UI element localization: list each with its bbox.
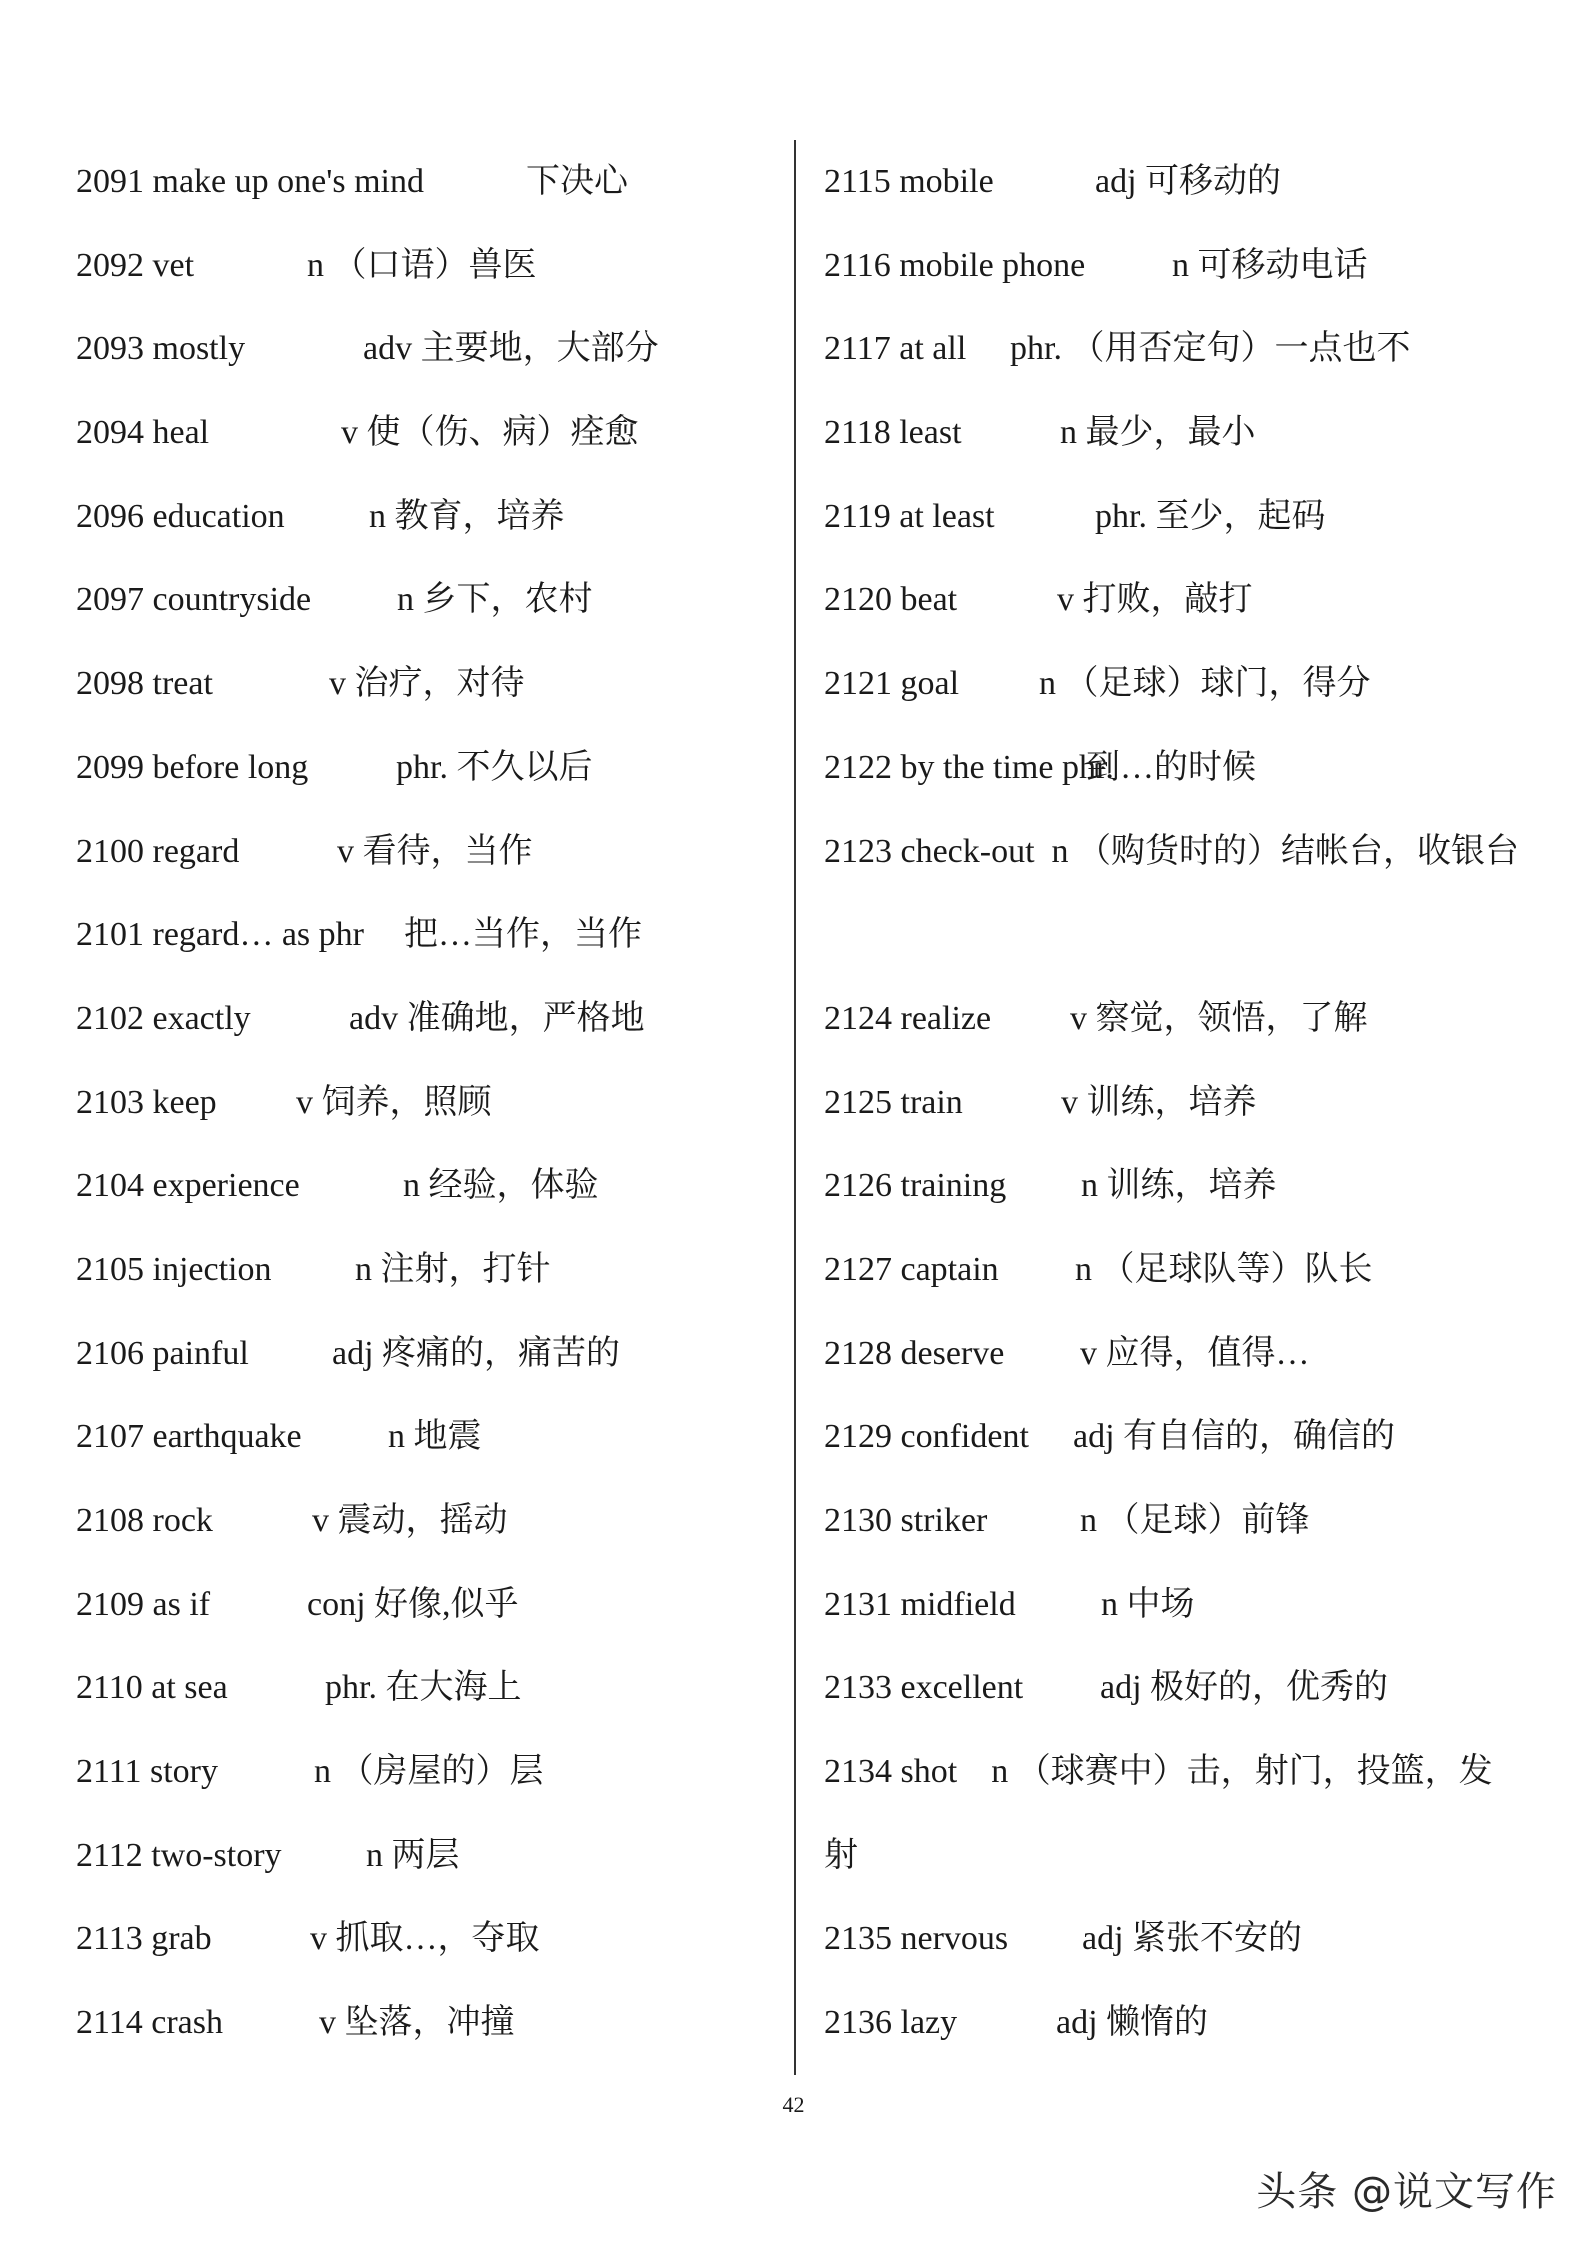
vocab-word: 2122 by the time phr. [824,748,1114,786]
vocab-definition: phr. 至少，起码 [1095,497,1326,535]
vocab-word: 2099 before long [76,748,309,786]
vocab-definition: adj 极好的，优秀的 [1100,1669,1389,1707]
vocab-definition: phr. 不久以后 [396,748,593,786]
vocab-word: 2102 exactly [76,999,251,1037]
vocab-definition: 把…当作，当作 [404,916,642,954]
vocab-definition: 到…的时候 [1086,748,1256,786]
vocab-word: 2107 earthquake [76,1418,302,1456]
vocab-entry [824,1897,1524,1981]
vocab-word: 2115 mobile [824,163,994,200]
vocab-word: 2126 training [824,1167,1007,1205]
vocab-entry [76,1061,776,1145]
vocab-entry [76,1312,776,1396]
vocab-word: 2092 vet [76,246,195,284]
vocab-definition: v 看待，当作 [337,832,533,870]
vocab-definition: adv 准确地，严格地 [349,999,645,1037]
vocab-entry [76,224,776,308]
vocab-word: 2109 as if [76,1585,211,1623]
vocab-definition: v 应得，值得… [1080,1334,1310,1372]
vocab-definition: adj 疼痛的，痛苦的 [332,1334,621,1372]
vocab-definition: v 震动，摇动 [312,1502,508,1539]
vocab-definition: adv 主要地，大部分 [363,330,659,368]
vocab-definition: n 地震 [388,1418,482,1456]
vocab-entry [76,140,776,224]
vocab-definition: n 两层 [366,1836,460,1874]
vocab-entry [824,1395,1524,1479]
vocab-definition: n （房屋的）层 [314,1753,544,1791]
vocab-word: 2110 at sea [76,1669,228,1707]
left-column [76,140,776,2065]
vocab-definition: n （足球）球门，得分 [1039,665,1371,703]
vocab-entry [824,391,1524,475]
vocab-entry [76,642,776,726]
vocab-definition: n 注射，打针 [355,1250,551,1288]
vocab-definition: v 使（伤、病）痊愈 [341,414,639,452]
vocab-definition: n （足球队等）队长 [1075,1250,1373,1288]
vocab-entry [824,642,1524,726]
vocab-entry [824,307,1524,391]
vocab-definition: n 中场 [1101,1585,1195,1623]
vocab-entry [76,1730,776,1814]
vocab-word: 2133 excellent [824,1669,1024,1707]
vocab-definition: n （购货时的）结帐台，收银台 [1051,832,1520,870]
vocab-word: 2103 keep [76,1083,217,1121]
vocab-entry [824,1646,1524,1730]
column-divider [794,140,796,2075]
vocab-entry [824,1061,1524,1145]
watermark: 头条 @说文写作 [1256,2169,1557,2215]
vocab-definition: v 饲养，照顾 [296,1083,492,1121]
page-number: 42 [782,2092,805,2117]
vocab-entry [824,1312,1524,1396]
vocab-entry [76,810,776,894]
vocab-entry [76,475,776,559]
vocab-word: 2100 regard [76,832,240,870]
vocab-definition: phr. （用否定句）一点也不 [1010,330,1411,368]
vocab-entry [76,307,776,391]
vocab-word: 2116 mobile phone [824,246,1086,284]
vocab-word: 2118 least [824,414,962,452]
vocab-entry [76,977,776,1061]
vocab-definition: 下决心 [526,163,628,200]
vocab-entry [76,1395,776,1479]
vocab-word: 2093 mostly [76,330,246,368]
vocab-word: 2128 deserve [824,1334,1005,1372]
vocab-word: 2097 countryside [76,581,312,619]
vocab-word: 2108 rock [76,1502,213,1539]
vocab-definition: phr. 在大海上 [325,1669,522,1707]
vocab-word: 2098 treat [76,665,213,703]
vocab-entry [824,1563,1524,1647]
vocab-word: 2113 grab [76,1920,212,1958]
vocab-word: 2125 train [824,1083,963,1121]
vocab-entry [824,1981,1524,2065]
vocab-entry [824,977,1524,1061]
vocab-entry [824,1730,1524,1897]
vocab-definition: n 乡下，农村 [397,581,593,619]
vocab-word: 2120 beat [824,581,958,619]
vocab-entry [76,1563,776,1647]
vocab-word: 2121 goal [824,665,960,703]
vocab-definition: n （球赛中）击，射门，投篮，发射 [824,1753,1493,1874]
vocab-word: 2134 shot [824,1753,958,1791]
vocab-definition: n 经验，体验 [403,1167,599,1205]
right-column [824,140,1524,2065]
vocab-entry [824,1228,1524,1312]
vocab-entry [824,475,1524,559]
vocab-definition: adj 紧张不安的 [1082,1920,1303,1958]
vocab-definition: v 治疗，对待 [329,665,525,703]
vocab-definition: adj 有自信的，确信的 [1073,1418,1396,1456]
vocab-word: 2094 heal [76,414,210,452]
vocab-word: 2105 injection [76,1250,272,1288]
vocab-definition: v 训练，培养 [1061,1083,1257,1121]
vocab-word: 2124 realize [824,999,992,1037]
vocab-definition: adj 可移动的 [1095,163,1282,200]
vocab-entry [76,1144,776,1228]
vocab-word: 2119 at least [824,497,995,535]
vocab-definition: conj 好像,似乎 [307,1585,519,1623]
vocab-entry [824,726,1524,810]
vocab-definition: adj 懒惰的 [1056,2004,1209,2042]
vocab-word: 2106 painful [76,1334,249,1372]
vocab-definition: n 训练，培养 [1081,1167,1277,1205]
vocab-entry [824,224,1524,308]
vocab-word: 2123 check-out [824,832,1035,870]
vocab-definition: v 察觉，领悟，了解 [1070,999,1368,1037]
vocab-entry [76,1981,776,2065]
vocab-definition: n （口语）兽医 [307,246,537,284]
vocab-definition: v 坠落，冲撞 [319,2004,515,2042]
vocab-entry [76,893,776,977]
vocab-entry [824,810,1524,977]
vocab-word: 2112 two-story [76,1836,282,1874]
vocab-word: 2114 crash [76,2004,223,2042]
vocab-entry [824,1479,1524,1563]
vocab-entry [824,1144,1524,1228]
vocab-word: 2091 make up one's mind [76,163,424,200]
vocab-word: 2096 education [76,497,285,535]
vocab-word: 2135 nervous [824,1920,1009,1958]
vocab-word: 2127 captain [824,1250,999,1288]
vocab-entry [76,1814,776,1898]
vocab-entry [824,140,1524,224]
vocab-entry [76,391,776,475]
vocab-definition: n （足球）前锋 [1080,1502,1310,1540]
vocab-word: 2130 striker [824,1502,988,1540]
vocab-word: 2136 lazy [824,2004,958,2042]
vocab-definition: n 可移动电话 [1172,246,1368,284]
vocab-definition: n 教育，培养 [369,497,565,535]
vocab-entry [76,1479,776,1563]
vocab-entry [76,1897,776,1981]
vocab-word: 2131 midfield [824,1585,1016,1623]
vocab-definition: n 最少，最小 [1060,414,1256,452]
vocab-definition: v 打败，敲打 [1057,581,1253,619]
vocab-word: 2111 story [76,1753,218,1791]
vocab-entry [76,726,776,810]
vocab-definition: v 抓取…，夺取 [310,1920,540,1958]
vocab-word: 2104 experience [76,1167,300,1205]
vocab-entry [76,1228,776,1312]
vocab-entry [824,558,1524,642]
vocab-entry [76,558,776,642]
vocab-word: 2101 regard… as phr [76,916,364,954]
vocab-entry [76,1646,776,1730]
vocab-word: 2129 confident [824,1418,1029,1456]
vocab-word: 2117 at all [824,330,967,368]
